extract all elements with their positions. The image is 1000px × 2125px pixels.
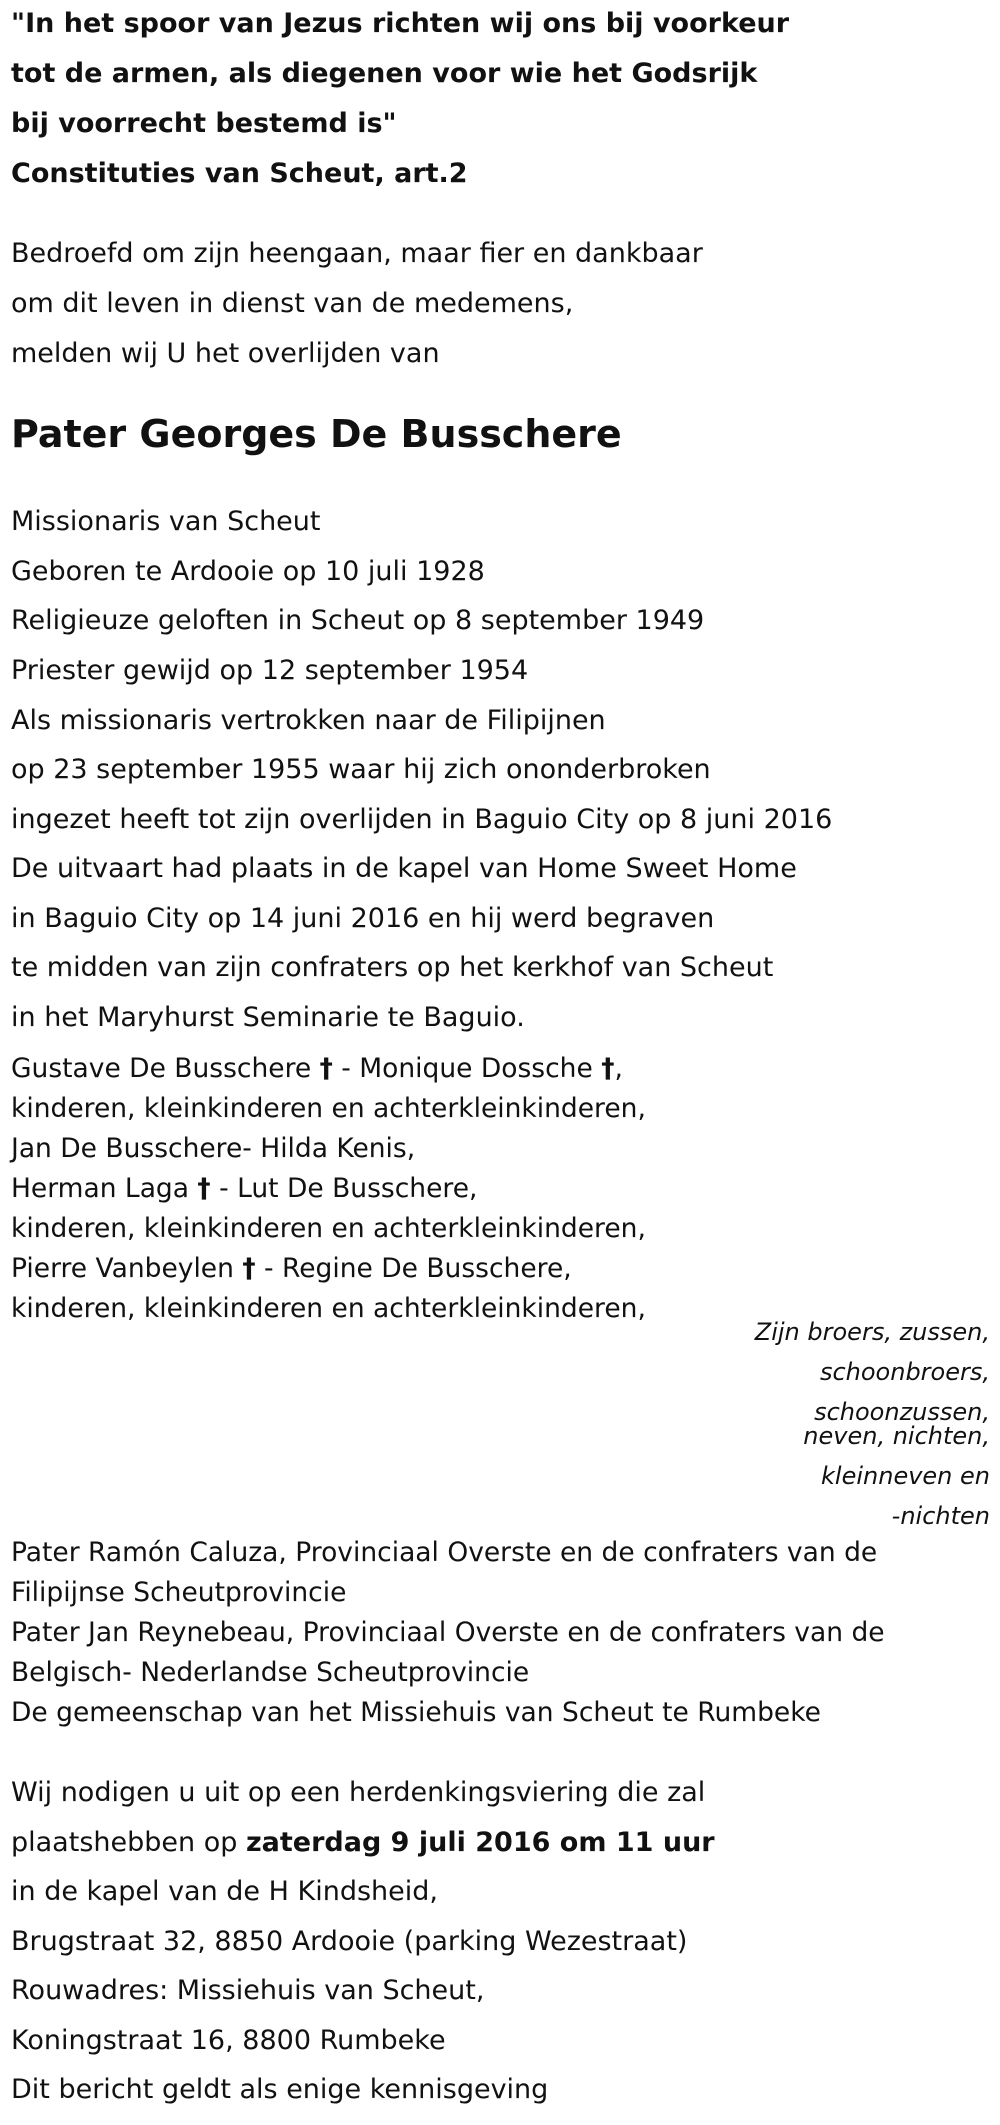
bio-line-1: Missionaris van Scheut	[11, 506, 321, 537]
cross-icon: †	[242, 1253, 256, 1284]
family-line-5: kinderen, kleinkinderen en achterkleinkinderen,	[11, 1213, 646, 1244]
family-line-1: Gustave De Busschere † - Monique Dossche †,	[11, 1053, 623, 1084]
bio-line-6: op 23 september 1955 waar hij zich ononderbroken	[11, 754, 711, 785]
relatives-line-3: schoonzussen,	[814, 1398, 990, 1426]
family-line-2: kinderen, kleinkinderen en achterkleinkinderen,	[11, 1093, 646, 1124]
cross-icon: †	[319, 1053, 333, 1084]
org-line-4: Belgisch- Nederlandse Scheutprovincie	[11, 1657, 530, 1688]
invite-line-4: Brugstraat 32, 8850 Ardooie (parking Wezestraat)	[11, 1926, 688, 1957]
intro-line-3: melden wij U het overlijden van	[11, 338, 440, 369]
org-line-3: Pater Jan Reynebeau, Provinciaal Overste en de confraters van de	[11, 1617, 885, 1648]
relatives-line-6: -nichten	[891, 1502, 990, 1530]
relatives-line-2: schoonbroers,	[819, 1358, 990, 1386]
invite-line-3: in de kapel van de H Kindsheid,	[11, 1876, 438, 1907]
relatives-line-5: kleinneven en	[821, 1462, 990, 1490]
bio-line-7: ingezet heeft tot zijn overlijden in Baguio City op 8 juni 2016	[11, 804, 833, 835]
relatives-line-1: Zijn broers, zussen,	[754, 1318, 990, 1346]
intro-line-1: Bedroefd om zijn heengaan, maar fier en dankbaar	[11, 238, 703, 269]
quote-line-2: tot de armen, als diegenen voor wie het Godsrijk	[11, 58, 758, 89]
org-line-2: Filipijnse Scheutprovincie	[11, 1577, 347, 1608]
relatives-line-4: neven, nichten,	[803, 1422, 990, 1450]
cross-icon: †	[197, 1173, 211, 1204]
service-datetime: zaterdag 9 juli 2016 om 11 uur	[245, 1827, 715, 1858]
bio-line-2: Geboren te Ardooie op 10 juli 1928	[11, 556, 485, 587]
family-line-3: Jan De Busschere- Hilda Kenis,	[11, 1133, 416, 1164]
org-line-1: Pater Ramón Caluza, Provinciaal Overste en de confraters van de	[11, 1537, 878, 1568]
family-line-4: Herman Laga † - Lut De Busschere,	[11, 1173, 478, 1204]
bio-line-11: in het Maryhurst Seminarie te Baguio.	[11, 1002, 525, 1033]
family-line-7: kinderen, kleinkinderen en achterkleinkinderen,	[11, 1293, 646, 1324]
invite-line-1: Wij nodigen u uit op een herdenkingsviering die zal	[11, 1777, 706, 1808]
invite-line-6: Koningstraat 16, 8800 Rumbeke	[11, 2025, 446, 2056]
bio-line-8: De uitvaart had plaats in de kapel van Home Sweet Home	[11, 853, 797, 884]
invite-line-7: Dit bericht geldt als enige kennisgeving	[11, 2074, 549, 2105]
invite-line-5: Rouwadres: Missiehuis van Scheut,	[11, 1975, 485, 2006]
cross-icon: †	[601, 1053, 615, 1084]
bio-line-3: Religieuze geloften in Scheut op 8 september 1949	[11, 605, 705, 636]
quote-source: Constituties van Scheut, art.2	[11, 158, 468, 189]
bio-line-4: Priester gewijd op 12 september 1954	[11, 655, 529, 686]
quote-line-1: "In het spoor van Jezus richten wij ons bij voorkeur	[11, 8, 790, 39]
family-line-6: Pierre Vanbeylen † - Regine De Busschere,	[11, 1253, 572, 1284]
quote-line-3: bij voorrecht bestemd is"	[11, 108, 397, 139]
invite-line-2: plaatshebben op zaterdag 9 juli 2016 om 11 uur	[11, 1827, 715, 1858]
org-line-5: De gemeenschap van het Missiehuis van Scheut te Rumbeke	[11, 1697, 821, 1728]
intro-line-2: om dit leven in dienst van de medemens,	[11, 288, 574, 319]
bio-line-9: in Baguio City op 14 juni 2016 en hij werd begraven	[11, 903, 715, 934]
bio-line-5: Als missionaris vertrokken naar de Filipijnen	[11, 705, 606, 736]
deceased-name: Pater Georges De Busschere	[11, 412, 622, 456]
bio-line-10: te midden van zijn confraters op het kerkhof van Scheut	[11, 952, 774, 983]
